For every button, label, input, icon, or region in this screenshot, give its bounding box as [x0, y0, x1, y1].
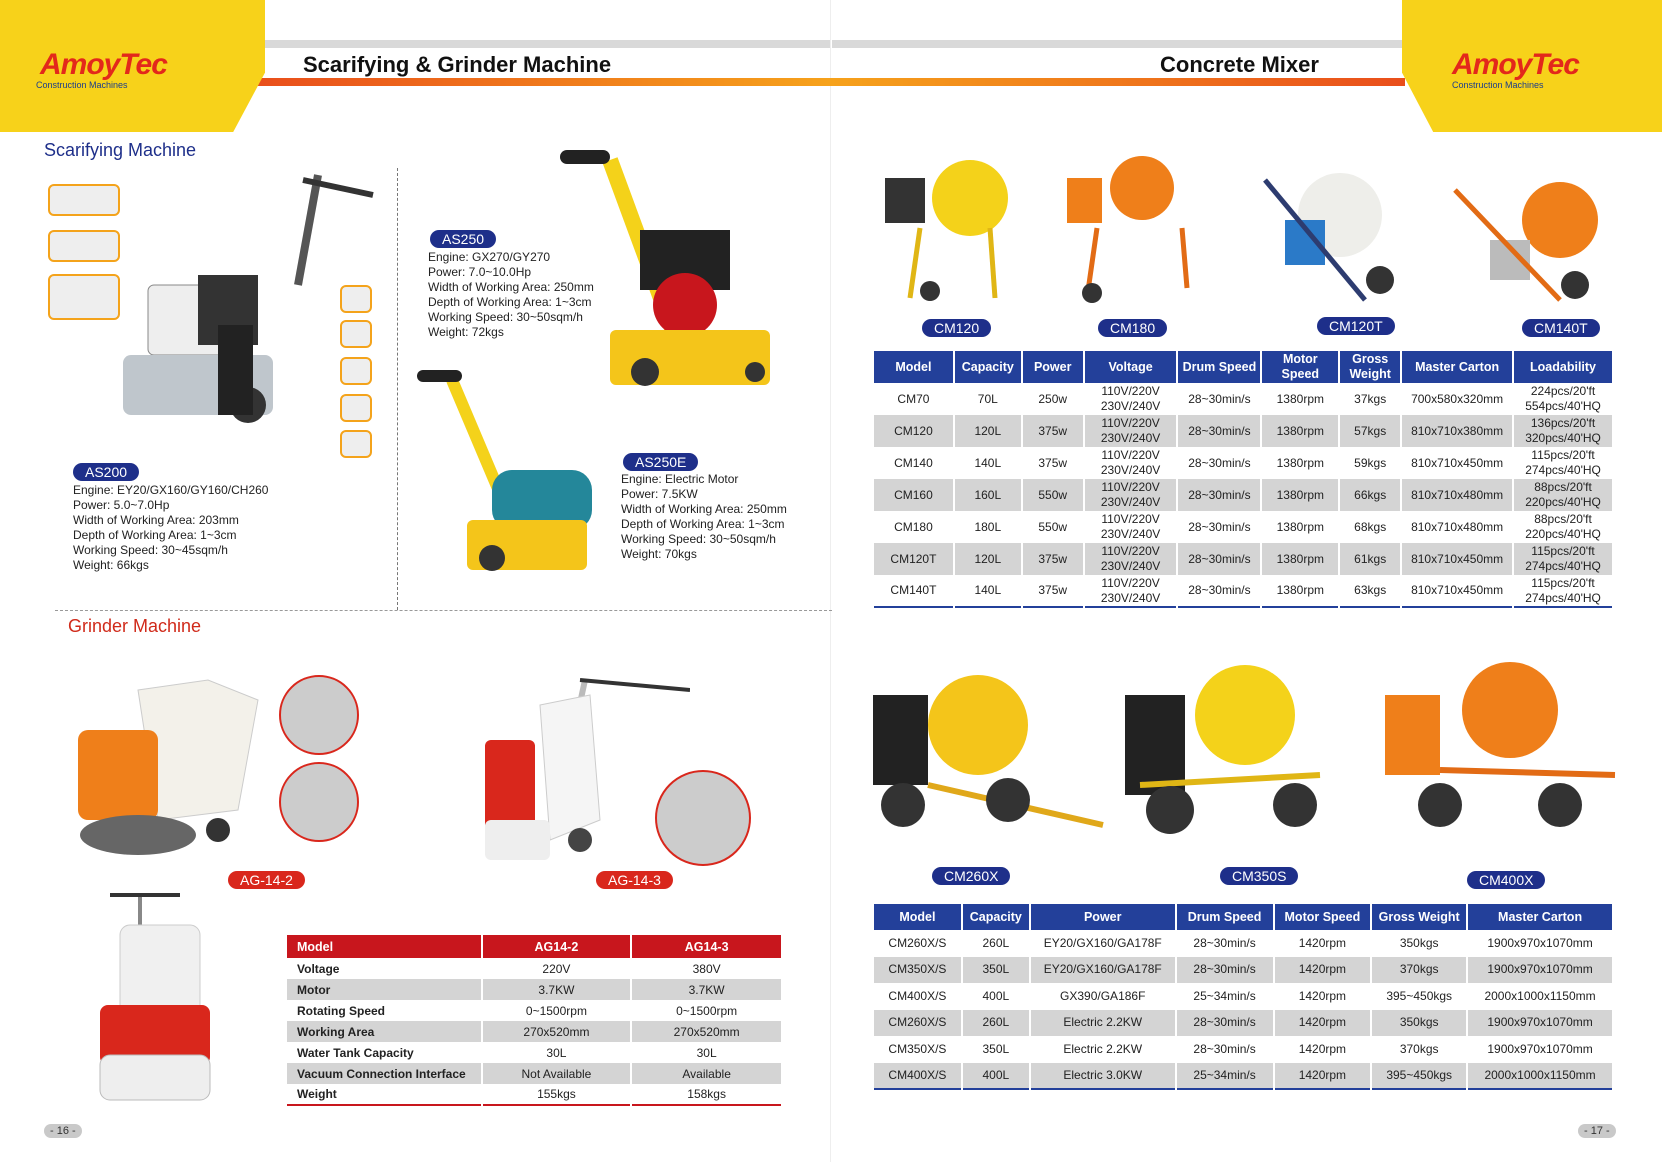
table-cell-line: 110V/220V [1101, 416, 1160, 430]
table-cell: 1380rpm [1261, 511, 1339, 543]
table-row [874, 1063, 1613, 1090]
table-row: Voltage 220V 380V [287, 958, 782, 979]
table-cell-line: 220pcs/40'HQ [1525, 495, 1601, 509]
table-cell: 1420rpm [1274, 1063, 1372, 1090]
table-row [874, 575, 1613, 607]
table-cell: 1380rpm [1261, 575, 1339, 607]
table-cell: 1900x970x1070mm [1467, 957, 1613, 984]
table-row [874, 383, 1613, 415]
cm140t-mixer-image [1450, 160, 1620, 310]
table-cell-line: 274pcs/40'HQ [1525, 590, 1601, 605]
table-cell-line: 110V/220V [1101, 544, 1160, 558]
table-cell: CM260X/S [874, 1010, 962, 1037]
table-cell: 370kgs [1371, 957, 1467, 984]
ag-14-3-label: AG-14-3 [596, 871, 673, 889]
hose-connector-icon [279, 762, 359, 842]
table-cell: 1380rpm [1261, 415, 1339, 447]
table-cell: 810x710x450mm [1401, 575, 1513, 607]
table-cell: 700x580x320mm [1401, 383, 1513, 415]
table-cell: 810x710x450mm [1401, 447, 1513, 479]
table-cell: 260L [962, 930, 1030, 957]
table-cell: 1900x970x1070mm [1467, 1010, 1613, 1037]
as250-badge: AS250 [430, 230, 496, 248]
page-number-left: - 16 - [44, 1124, 82, 1138]
table-cell-line: 224pcs/20'ft [1530, 384, 1596, 398]
divider-vertical [397, 168, 398, 610]
brand-subtitle-left: Construction Machines [36, 80, 128, 90]
table-cell: 28~30min/s [1177, 543, 1261, 575]
table-cell-line: 274pcs/40'HQ [1525, 463, 1601, 477]
table-cell: 1380rpm [1261, 543, 1339, 575]
table-cell-line: 115pcs/20'ft [1531, 544, 1595, 558]
as250e-machine-image [412, 360, 612, 585]
table-cell: 350L [962, 1036, 1030, 1063]
table-cell: 25~34min/s [1176, 1063, 1274, 1090]
table-cell-line: 230V/240V [1100, 431, 1161, 445]
mixer-spec-table-1 [874, 351, 1614, 608]
table-cell: Electric 2.2KW [1030, 1036, 1176, 1063]
cm120-mixer-image [880, 148, 1020, 308]
table-cell [1513, 575, 1613, 607]
grinder-spec-table [287, 935, 783, 1106]
table-cell: 1420rpm [1274, 930, 1372, 957]
table-cell: 1420rpm [1274, 957, 1372, 984]
table-row [874, 479, 1613, 511]
cm120-label: CM120 [922, 319, 991, 337]
cm120t-mixer-image [1245, 150, 1415, 310]
table-cell: 550w [1022, 479, 1084, 511]
table-cell: 68kgs [1339, 511, 1401, 543]
table-cell: 2000x1000x1150mm [1467, 983, 1613, 1010]
grinder-section-title: Grinder Machine [68, 616, 202, 636]
table-row: Rotating Speed 0~1500rpm 0~1500rpm [287, 1000, 782, 1021]
table-cell: CM350X/S [874, 957, 962, 984]
table-cell: 25~34min/s [1176, 983, 1274, 1010]
table-row [874, 957, 1613, 984]
table-cell-line: 136pcs/20'ft [1530, 416, 1596, 430]
table-cell: 375w [1022, 415, 1084, 447]
table-row [874, 1010, 1613, 1037]
table-cell: 1420rpm [1274, 1036, 1372, 1063]
table-cell: 140L [954, 447, 1022, 479]
header-orange-line-right [830, 78, 1405, 86]
table-cell: 810x710x480mm [1401, 479, 1513, 511]
table-cell-line: 220pcs/40'HQ [1525, 527, 1601, 541]
table-row [874, 415, 1613, 447]
control-panel-icon [279, 675, 359, 755]
table-cell: 28~30min/s [1176, 957, 1274, 984]
table-cell-line: 110V/220V [1101, 575, 1160, 590]
table-row [874, 930, 1613, 957]
table-cell-line: 115pcs/20'ft [1531, 575, 1595, 590]
table-cell: 28~30min/s [1176, 1036, 1274, 1063]
header-orange-line-left [255, 78, 830, 86]
cutter-wheels-icon [48, 274, 120, 320]
table-cell: 28~30min/s [1177, 415, 1261, 447]
table-cell [1084, 447, 1178, 479]
table-cell: 66kgs [1339, 479, 1401, 511]
cm120t-label: CM120T [1317, 317, 1395, 335]
table-cell-line: 230V/240V [1100, 559, 1161, 573]
table-cell: 400L [962, 983, 1030, 1010]
table-cell: 395~450kgs [1371, 1063, 1467, 1090]
table-cell: 61kgs [1339, 543, 1401, 575]
table-cell-line: 230V/240V [1100, 463, 1161, 477]
table-cell: 350kgs [1371, 930, 1467, 957]
table-row: Weight 155kgs 158kgs [287, 1084, 782, 1105]
table-cell-line: 554pcs/40'HQ [1525, 399, 1601, 413]
table-row [874, 1036, 1613, 1063]
table-cell [1084, 575, 1178, 607]
table-cell: 57kgs [1339, 415, 1401, 447]
mixer-table-2-header: Model Capacity Power Drum Speed Motor Speed Gross Weight Master Carton [874, 904, 1613, 930]
table-cell [1513, 543, 1613, 575]
mixer-table-1-header: Model Capacity Power Voltage Drum Speed Motor Speed Gross Weight Master Carton Loadability [874, 351, 1613, 383]
table-cell: 395~450kgs [1371, 983, 1467, 1010]
table-cell: 63kgs [1339, 575, 1401, 607]
table-cell [1084, 415, 1178, 447]
table-cell: 350kgs [1371, 1010, 1467, 1037]
grinding-head-icon [655, 770, 751, 866]
tall-grinder-machine-image [95, 885, 215, 1110]
table-cell-line: 230V/240V [1100, 590, 1161, 605]
cm140t-label: CM140T [1522, 319, 1600, 337]
table-cell: 1900x970x1070mm [1467, 1036, 1613, 1063]
as200-machine-image [118, 165, 378, 445]
table-cell-line: 110V/220V [1101, 512, 1160, 526]
table-cell: CM70 [874, 383, 954, 415]
table-cell [1084, 511, 1178, 543]
table-cell: 375w [1022, 575, 1084, 607]
cutter-drum-icon [48, 184, 120, 216]
table-cell: 28~30min/s [1177, 575, 1261, 607]
cm260x-mixer-image [868, 655, 1108, 840]
table-cell [1084, 543, 1178, 575]
table-cell: 375w [1022, 543, 1084, 575]
divider-horizontal [55, 610, 832, 611]
table-cell [1513, 415, 1613, 447]
table-cell: GX390/GA186F [1030, 983, 1176, 1010]
table-cell: 28~30min/s [1177, 511, 1261, 543]
table-cell: 370kgs [1371, 1036, 1467, 1063]
table-row: Water Tank Capacity 30L 30L [287, 1042, 782, 1063]
table-cell-line: 230V/240V [1100, 495, 1161, 509]
table-cell: 28~30min/s [1177, 479, 1261, 511]
table-cell-line: 110V/220V [1101, 448, 1160, 462]
table-cell: 28~30min/s [1177, 383, 1261, 415]
table-cell: EY20/GX160/GA178F [1030, 957, 1176, 984]
cm180-mixer-image [1062, 148, 1202, 308]
as250-specs: Engine: GX270/GY270 Power: 7.0~10.0Hp Width of Working Area: 250mm Depth of Working Area: 1~3cm Working Speed: 30~50sqm/h Weight: 72kgs [428, 250, 594, 339]
table-cell: 1420rpm [1274, 983, 1372, 1010]
header-grey-stripe-right [832, 40, 1407, 48]
table-cell: 70L [954, 383, 1022, 415]
table-row: Working Area 270x520mm 270x520mm [287, 1021, 782, 1042]
table-cell-line: 274pcs/40'HQ [1525, 559, 1601, 573]
table-cell: CM400X/S [874, 1063, 962, 1090]
table-cell: 810x710x450mm [1401, 543, 1513, 575]
as250e-badge: AS250E [623, 453, 698, 471]
table-cell: 350L [962, 957, 1030, 984]
cm400x-mixer-image [1380, 655, 1620, 840]
scarifying-section-title: Scarifying Machine [44, 140, 197, 160]
as200-specs: Engine: EY20/GX160/GY160/CH260 Power: 5.0~7.0Hp Width of Working Area: 203mm Depth of Working Area: 1~3cm Working Speed: 30~45sqm/h Weight: 66kgs [73, 483, 269, 572]
table-cell: CM400X/S [874, 983, 962, 1010]
table-cell: 37kgs [1339, 383, 1401, 415]
table-cell: 550w [1022, 511, 1084, 543]
page-spine [830, 0, 831, 1162]
shaft-icon [48, 230, 120, 262]
cm350s-label: CM350S [1220, 867, 1298, 885]
table-cell: Electric 3.0KW [1030, 1063, 1176, 1090]
table-cell [1084, 479, 1178, 511]
table-cell-line: 320pcs/40'HQ [1525, 431, 1601, 445]
table-cell: CM350X/S [874, 1036, 962, 1063]
table-cell: 1380rpm [1261, 479, 1339, 511]
brand-logo-left: AmoyTec [40, 48, 167, 81]
table-cell [1513, 383, 1613, 415]
table-cell: 120L [954, 415, 1022, 447]
cm180-label: CM180 [1098, 319, 1167, 337]
table-cell: 59kgs [1339, 447, 1401, 479]
ag-14-2-label: AG-14-2 [228, 871, 305, 889]
table-cell: 260L [962, 1010, 1030, 1037]
table-cell: Electric 2.2KW [1030, 1010, 1176, 1037]
table-cell: 810x710x380mm [1401, 415, 1513, 447]
table-cell: EY20/GX160/GA178F [1030, 930, 1176, 957]
as200-badge: AS200 [73, 463, 139, 481]
brand-logo-right: AmoyTec [1452, 48, 1579, 81]
grinder-table-header: Model AG14-2 AG14-3 [287, 935, 782, 958]
table-cell: 1380rpm [1261, 447, 1339, 479]
table-cell: 140L [954, 575, 1022, 607]
table-cell: CM180 [874, 511, 954, 543]
table-cell: 250w [1022, 383, 1084, 415]
table-cell [1513, 447, 1613, 479]
table-row: Motor 3.7KW 3.7KW [287, 979, 782, 1000]
ag-14-2-machine-image [78, 670, 268, 860]
cm260x-label: CM260X [932, 867, 1010, 885]
table-cell-line: 230V/240V [1100, 399, 1161, 413]
table-row [874, 511, 1613, 543]
table-cell: 1900x970x1070mm [1467, 930, 1613, 957]
table-cell-line: 88pcs/20'ft [1534, 480, 1592, 494]
table-row [874, 447, 1613, 479]
table-cell [1513, 479, 1613, 511]
table-cell: CM140 [874, 447, 954, 479]
table-cell-line: 115pcs/20'ft [1531, 448, 1595, 462]
table-cell: 28~30min/s [1177, 447, 1261, 479]
table-cell: 1420rpm [1274, 1010, 1372, 1037]
table-cell: 400L [962, 1063, 1030, 1090]
table-cell: CM260X/S [874, 930, 962, 957]
brand-subtitle-right: Construction Machines [1452, 80, 1544, 90]
table-cell: 120L [954, 543, 1022, 575]
table-cell: 810x710x480mm [1401, 511, 1513, 543]
table-cell: 2000x1000x1150mm [1467, 1063, 1613, 1090]
table-cell: CM140T [874, 575, 954, 607]
table-cell: 28~30min/s [1176, 930, 1274, 957]
table-row [874, 543, 1613, 575]
table-cell-line: 230V/240V [1100, 527, 1161, 541]
ag-14-3-machine-image [480, 670, 690, 870]
as250e-specs: Engine: Electric Motor Power: 7.5KW Width of Working Area: 250mm Depth of Working Area: 1~3cm Working Speed: 30~50sqm/h Weight: 70kgs [621, 472, 787, 561]
table-cell: CM160 [874, 479, 954, 511]
table-row: Vacuum Connection Interface Not Available Available [287, 1063, 782, 1084]
mixer-spec-table-2 [874, 904, 1614, 1090]
table-cell-line: 88pcs/20'ft [1534, 512, 1592, 526]
page-title-right: Concrete Mixer [1160, 52, 1319, 77]
table-cell [1513, 511, 1613, 543]
table-cell: 160L [954, 479, 1022, 511]
page-title-left: Scarifying & Grinder Machine [303, 52, 612, 77]
table-cell: 375w [1022, 447, 1084, 479]
table-cell: 180L [954, 511, 1022, 543]
table-cell: 28~30min/s [1176, 1010, 1274, 1037]
header-grey-stripe-left [260, 40, 830, 48]
table-cell [1084, 383, 1178, 415]
cm400x-label: CM400X [1467, 871, 1545, 889]
page-number-right: - 17 - [1578, 1124, 1616, 1138]
cm350s-mixer-image [1120, 655, 1330, 840]
table-cell-line: 110V/220V [1101, 480, 1160, 494]
table-cell-line: 110V/220V [1101, 384, 1160, 398]
table-cell: CM120T [874, 543, 954, 575]
table-cell: 1380rpm [1261, 383, 1339, 415]
table-cell: CM120 [874, 415, 954, 447]
table-row [874, 983, 1613, 1010]
